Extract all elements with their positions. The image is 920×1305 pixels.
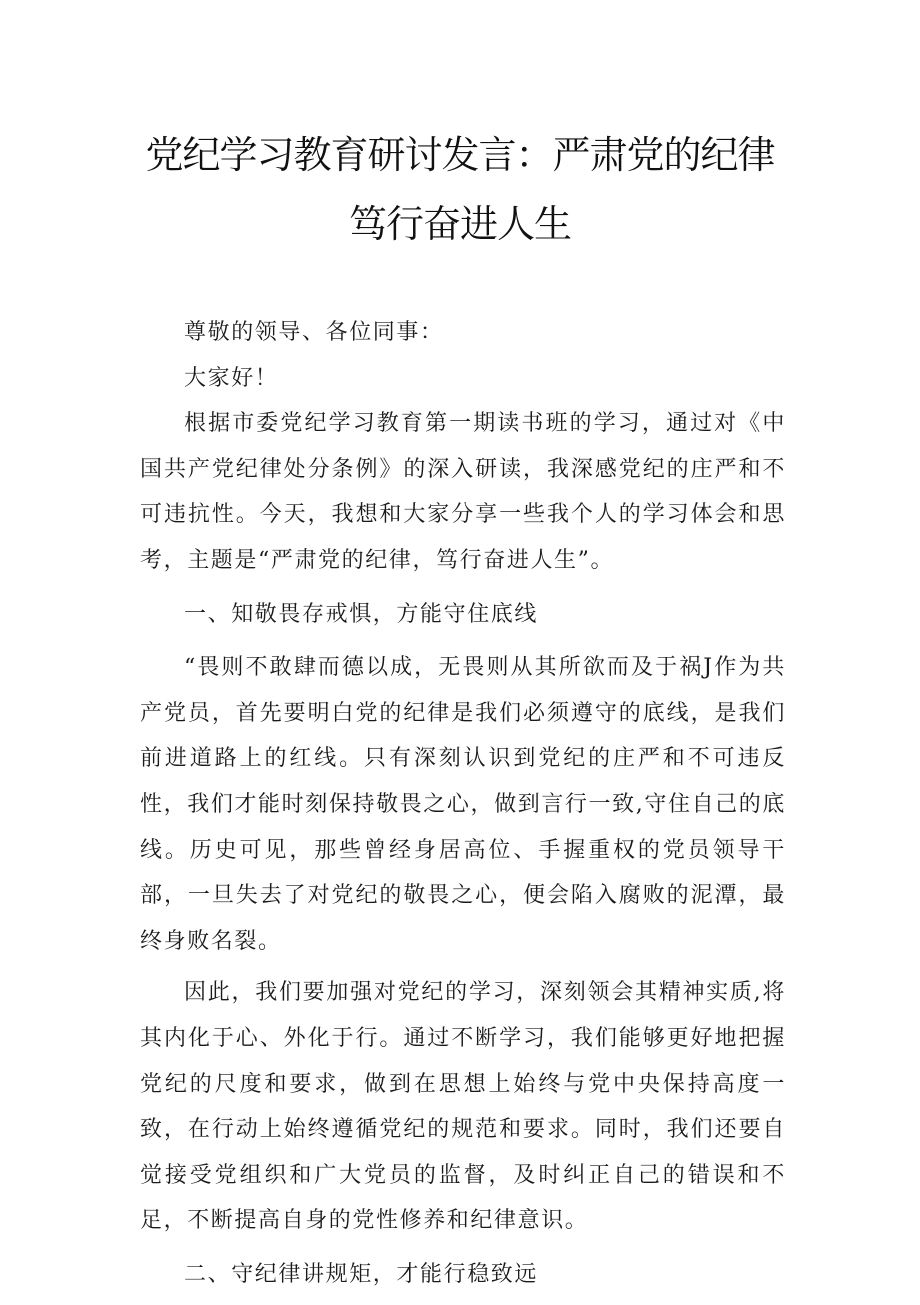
document-body bbox=[140, 310, 786, 1305]
salutation: 尊敬的领导、各位同事： bbox=[184, 320, 444, 345]
section-heading-2: 二、守纪律讲规矩，才能行稳致远 bbox=[184, 1261, 539, 1287]
paragraph-section-1-a: “畏则不敢肆而德以成，无畏则从其所欲而及于祸J作为共产党员，首先要明白党的纪律是我们必须遵守的底线，是我们前进道路上的红线。只有深刻认识到党纪的庄严和不可违反性，我们才能时刻保持敬畏之心，做到言行一致,守住自己的底线。历史可见，那些曾经身居高位、手握重权的党员领导干部，一旦失去了对党纪的敬畏之心，便会陷入腐败的泥潭，最终身败名裂。 bbox=[140, 655, 786, 954]
section-heading-1: 一、知敬畏存戒惧，方能守住底线 bbox=[184, 601, 539, 627]
greeting: 大家好！ bbox=[184, 365, 279, 391]
document-title-line-1: 党纪学习教育研讨发言：严肃党的纪律 bbox=[145, 133, 775, 177]
paragraph-section-1-b: 因此，我们要加强对党纪的学习，深刻领会其精神实质,将其内化于心、外化于行。通过不断学习，我们能够更好地把握党纪的尺度和要求，做到在思想上始终与党中央保持高度一致，在行动上始终遵循党纪的规范和要求。同时，我们还要自觉接受党组织和广大党员的监督，及时纠正自己的错误和不足，不断提高自身的党性修养和纪律意识。 bbox=[140, 980, 786, 1234]
paragraph-intro: 根据市委党纪学习教育第一期读书班的学习，通过对《中国共产党纪律处分条例》的深入研读，我深感党纪的庄严和不可违抗性。今天，我想和大家分享一些我个人的学习体会和思考，主题是“严肃党的纪律，笃行奋进人生”。 bbox=[140, 411, 786, 573]
document-title-line-2: 笃行奋进人生 bbox=[348, 202, 571, 246]
